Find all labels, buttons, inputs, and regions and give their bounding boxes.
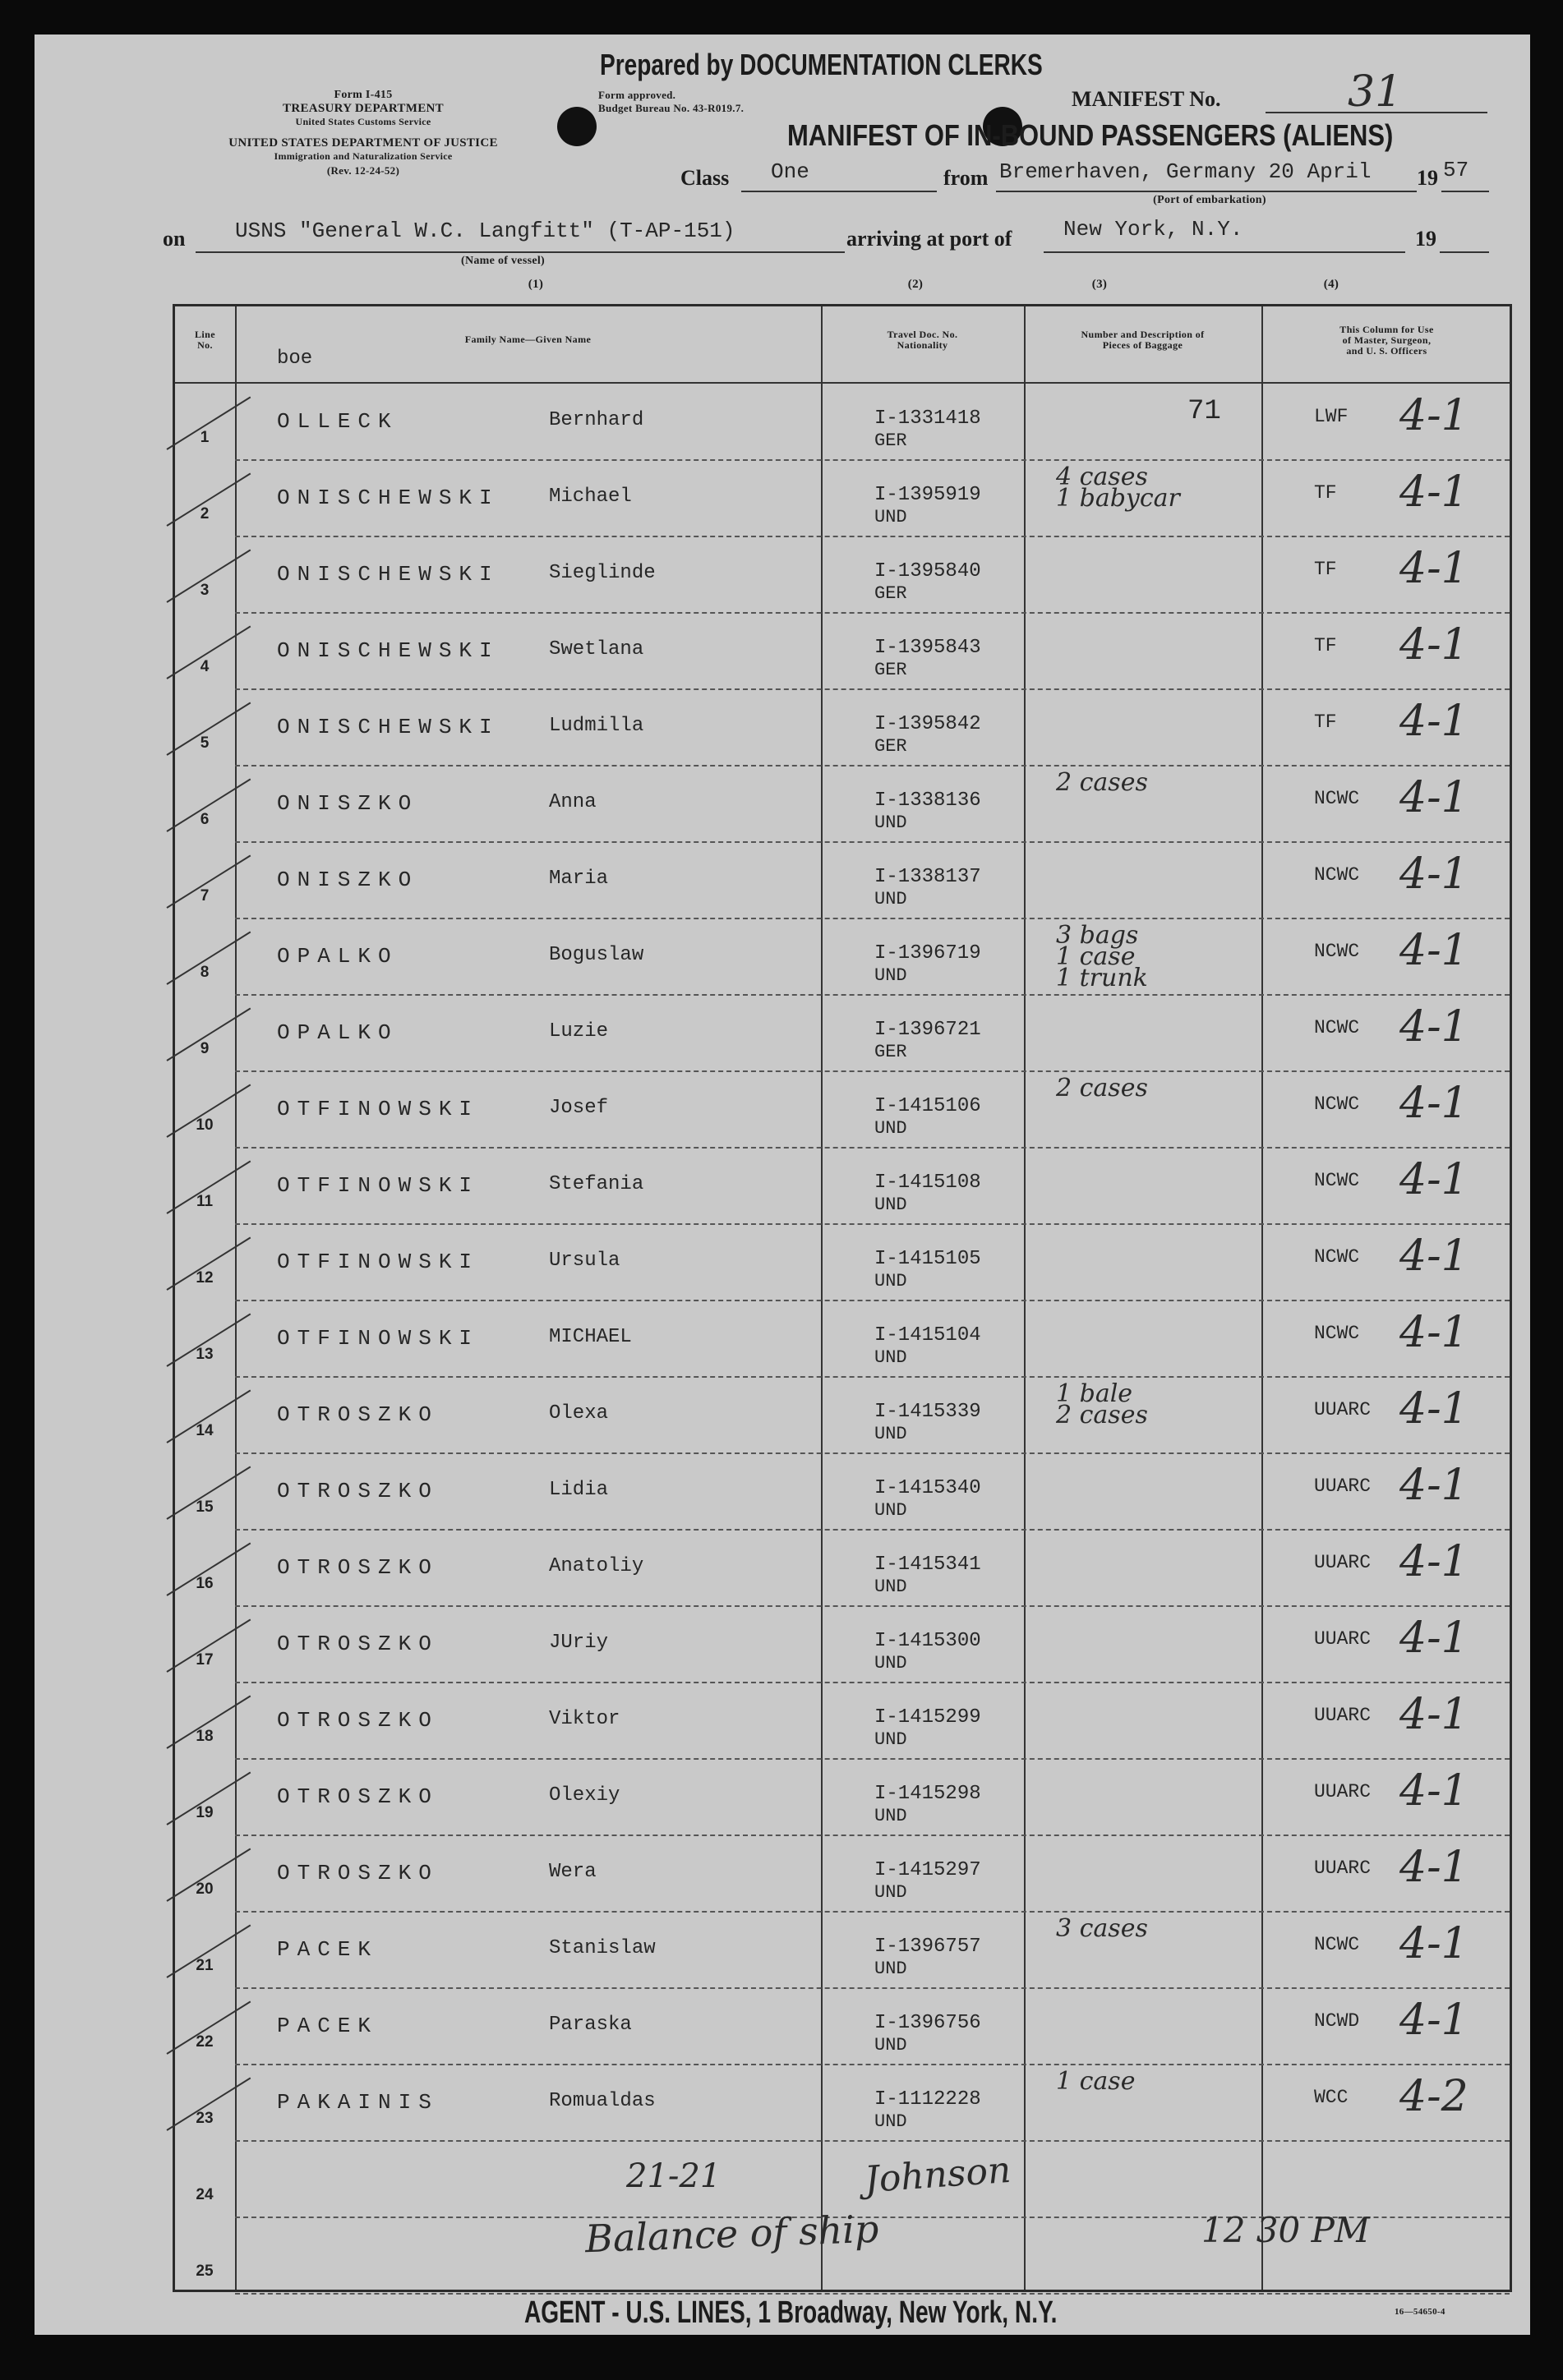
baggage-description: 1 case — [1056, 2067, 1136, 2096]
agency-code: TF — [1314, 559, 1337, 580]
given-name: Josef — [549, 1097, 609, 1119]
family-name: OLLECK — [277, 409, 399, 434]
given-name: Swetlana — [549, 638, 644, 661]
port-embark-caption: (Port of embarkation) — [1153, 194, 1266, 206]
nationality: UND — [874, 1806, 907, 1826]
given-name: Sieglinde — [549, 562, 656, 584]
officer-mark: 4-1 — [1399, 849, 1468, 899]
family-name: PACEK — [277, 1937, 379, 1962]
year-value: 57 — [1443, 158, 1469, 182]
nationality: UND — [874, 1959, 907, 1979]
given-name: Anatoliy — [549, 1555, 644, 1577]
justice-department: UNITED STATES DEPARTMENT OF JUSTICE — [228, 136, 498, 150]
given-name: Olexa — [549, 1402, 609, 1425]
given-name: Wera — [549, 1861, 597, 1883]
manifest-no-value: 31 — [1348, 67, 1403, 117]
header-officers — [1261, 325, 1512, 357]
agency-code: NCWC — [1314, 941, 1360, 962]
family-name: OTROSZKO — [277, 1632, 439, 1656]
header-travel-doc — [821, 329, 1024, 351]
line-number: 25 — [196, 2263, 214, 2280]
row-separator — [235, 1300, 1510, 1301]
given-name: Luzie — [549, 1020, 609, 1043]
manifest-title: MANIFEST OF IN-BOUND PASSENGERS (ALIENS) — [787, 118, 1394, 152]
line-number: 3 — [200, 582, 210, 599]
row-separator — [235, 1834, 1510, 1836]
travel-doc-no: I-1395843 — [874, 637, 981, 659]
col-divider-1 — [235, 306, 237, 2290]
given-name: Michael — [549, 486, 632, 508]
agency-code: TF — [1314, 482, 1337, 504]
travel-doc-no: I-1331418 — [874, 407, 981, 430]
agency-code: NCWC — [1314, 1093, 1360, 1115]
nationality: UND — [874, 1500, 907, 1521]
manifest-page — [35, 35, 1530, 2335]
row-separator — [235, 1452, 1510, 1454]
year2-underline — [1440, 251, 1489, 253]
nationality: GER — [874, 583, 907, 604]
row-separator — [235, 1070, 1510, 1072]
family-name: OTROSZKO — [277, 1784, 439, 1809]
header-line-no-1: Line — [195, 329, 215, 340]
travel-doc-no: I-1395919 — [874, 484, 981, 506]
agency-code: NCWC — [1314, 1170, 1360, 1191]
vessel-underline — [196, 251, 845, 253]
baggage-description: 1 bale — [1056, 1379, 1133, 1408]
line-number: 6 — [200, 811, 210, 828]
header-travel-doc-2: Nationality — [897, 339, 948, 351]
family-name: ONISCHEWSKI — [277, 486, 500, 510]
header-divider — [175, 382, 1510, 384]
row-separator — [235, 2064, 1510, 2065]
given-name: Stefania — [549, 1173, 644, 1195]
agency-code: NCWC — [1314, 1017, 1360, 1038]
annotation-boe: boe — [277, 348, 313, 370]
family-name: OTFINOWSKI — [277, 1173, 480, 1198]
officer-mark: 4-1 — [1399, 1002, 1468, 1052]
nationality: UND — [874, 1653, 907, 1673]
line-number: 21 — [196, 1957, 214, 1974]
row-separator — [235, 765, 1510, 766]
agency-code: NCWC — [1314, 788, 1360, 809]
print-code: 16—54650-4 — [1395, 2307, 1445, 2317]
agency-code: WCC — [1314, 2087, 1349, 2108]
arrival-port-value: New York, N.Y. — [1063, 217, 1243, 242]
baggage-description: 1 babycar — [1056, 484, 1180, 513]
line-number: 13 — [196, 1346, 214, 1363]
travel-doc-no: I-1415104 — [874, 1324, 981, 1347]
header-baggage-1: Number and Description of — [1081, 329, 1205, 340]
time-note: 12 30 PM — [1201, 2210, 1370, 2250]
row-separator — [235, 536, 1510, 537]
row-separator — [235, 459, 1510, 461]
officer-mark: 4-1 — [1399, 544, 1468, 593]
signature-johnson: Johnson — [863, 2148, 1012, 2202]
line-number: 19 — [196, 1804, 214, 1821]
agent-footer: AGENT - U.S. LINES, 1 Broadway, New York, N.Y. — [524, 2295, 1058, 2330]
nationality: UND — [874, 1347, 907, 1368]
arrival-underline — [1044, 251, 1405, 253]
officer-mark: 4-1 — [1399, 391, 1468, 440]
from-label: from — [943, 166, 989, 190]
family-name: OTFINOWSKI — [277, 1326, 480, 1351]
given-name: Viktor — [549, 1708, 620, 1730]
line-number: 7 — [200, 887, 210, 905]
agency-code: TF — [1314, 711, 1337, 733]
family-name: OTROSZKO — [277, 1402, 439, 1427]
line-number: 12 — [196, 1269, 214, 1287]
line-number: 23 — [196, 2110, 214, 2127]
travel-doc-no: I-1112228 — [874, 2088, 981, 2111]
agency-code: UUARC — [1314, 1399, 1372, 1420]
class-label: Class — [680, 166, 730, 190]
customs-service: United States Customs Service — [295, 116, 431, 127]
officer-mark: 4-2 — [1399, 2072, 1468, 2121]
travel-doc-no: I-1415105 — [874, 1248, 981, 1270]
line-number: 11 — [196, 1193, 214, 1210]
row-separator — [235, 1605, 1510, 1607]
agency-code: UUARC — [1314, 1705, 1372, 1726]
passenger-table — [173, 304, 1512, 2292]
line-number: 22 — [196, 2033, 214, 2051]
travel-doc-no: I-1396721 — [874, 1019, 981, 1041]
row-separator — [235, 2140, 1510, 2142]
balance-note: Balance of ship — [584, 2206, 880, 2262]
agency-code: NCWD — [1314, 2010, 1360, 2032]
officer-mark: 4-1 — [1399, 467, 1468, 517]
header-baggage-2: Pieces of Baggage — [1102, 339, 1183, 351]
baggage-description: 71 — [1187, 396, 1221, 427]
family-name: ONISCHEWSKI — [277, 562, 500, 587]
travel-doc-no: I-1396719 — [874, 942, 981, 964]
row-separator — [235, 1682, 1510, 1683]
family-name: ONISZKO — [277, 791, 419, 816]
travel-doc-no: I-1415298 — [874, 1783, 981, 1805]
family-name: ONISCHEWSKI — [277, 715, 500, 739]
from-underline — [996, 191, 1417, 192]
given-name: Anna — [549, 791, 597, 813]
prepared-by-stamp: Prepared by DOCUMENTATION CLERKS — [600, 48, 1043, 81]
column-number-1: (1) — [528, 278, 544, 291]
row-separator — [235, 612, 1510, 614]
officer-mark: 4-1 — [1399, 1384, 1468, 1434]
baggage-description: 3 cases — [1056, 1914, 1148, 1943]
officer-mark: 4-1 — [1399, 1919, 1468, 1968]
nationality: UND — [874, 1729, 907, 1750]
punch-hole-left — [557, 107, 597, 146]
given-name: Ludmilla — [549, 715, 644, 737]
family-name: OPALKO — [277, 1020, 399, 1045]
line-number: 14 — [196, 1422, 214, 1439]
year2-prefix: 19 — [1415, 227, 1436, 251]
travel-doc-no: I-1415297 — [874, 1859, 981, 1881]
officer-mark: 4-1 — [1399, 697, 1468, 746]
line-number: 16 — [196, 1575, 214, 1592]
travel-doc-no: I-1396756 — [874, 2012, 981, 2034]
officer-mark: 4-1 — [1399, 1461, 1468, 1510]
agency-code: NCWC — [1314, 1323, 1360, 1344]
agency-code: NCWC — [1314, 1246, 1360, 1268]
given-name: Olexiy — [549, 1784, 620, 1807]
family-name: OTROSZKO — [277, 1708, 439, 1733]
form-approved: Form approved. — [598, 89, 676, 101]
line-number: 17 — [196, 1651, 214, 1669]
nationality: UND — [874, 1271, 907, 1291]
baggage-description: 2 cases — [1056, 768, 1148, 797]
baggage-description: 3 bags — [1056, 921, 1139, 950]
nationality: GER — [874, 660, 907, 680]
given-name: Lidia — [549, 1479, 609, 1501]
column-number-4: (4) — [1323, 278, 1339, 291]
officer-mark: 4-1 — [1399, 1996, 1468, 2045]
travel-doc-no: I-1415300 — [874, 1630, 981, 1652]
family-name: OTFINOWSKI — [277, 1097, 480, 1121]
travel-doc-no: I-1415341 — [874, 1554, 981, 1576]
officer-mark: 4-1 — [1399, 1690, 1468, 1739]
arriving-label: arriving at port of — [846, 227, 1012, 251]
officer-mark: 4-1 — [1399, 773, 1468, 822]
year-prefix: 19 — [1417, 166, 1438, 190]
nationality: UND — [874, 1577, 907, 1597]
budget-bureau: Budget Bureau No. 43-R019.7. — [598, 102, 745, 114]
header-baggage — [1024, 329, 1261, 351]
line-number: 15 — [196, 1498, 214, 1516]
class-underline — [741, 191, 937, 192]
given-name: Romualdas — [549, 2090, 656, 2112]
line-number: 18 — [196, 1728, 214, 1745]
travel-doc-no: I-1415340 — [874, 1477, 981, 1499]
form-number: Form I-415 — [334, 89, 393, 101]
on-label: on — [163, 227, 186, 251]
agency-code: UUARC — [1314, 1781, 1372, 1802]
nationality: UND — [874, 1424, 907, 1444]
row-separator — [235, 1911, 1510, 1913]
line-number: 2 — [200, 505, 210, 522]
row-separator — [235, 1223, 1510, 1225]
row-separator — [235, 2293, 1510, 2295]
travel-doc-no: I-1395840 — [874, 560, 981, 582]
baggage-description: 1 trunk — [1056, 964, 1148, 992]
agency-code: NCWC — [1314, 864, 1360, 886]
row-separator — [235, 1758, 1510, 1760]
given-name: Ursula — [549, 1250, 620, 1272]
nationality: UND — [874, 1195, 907, 1215]
travel-doc-no: I-1338137 — [874, 866, 981, 888]
agency-code: UUARC — [1314, 1858, 1372, 1879]
row-separator — [235, 918, 1510, 919]
row-separator — [235, 1529, 1510, 1531]
header-officers-1: This Column for Use — [1339, 324, 1434, 335]
line-number: 1 — [200, 429, 210, 446]
line-number: 20 — [196, 1881, 214, 1898]
col-divider-4 — [1261, 306, 1263, 2290]
family-name: ONISCHEWSKI — [277, 638, 500, 663]
line-number: 9 — [200, 1040, 210, 1057]
agency-code: TF — [1314, 635, 1337, 656]
column-number-2: (2) — [907, 278, 924, 291]
from-value: Bremerhaven, Germany 20 April — [999, 159, 1372, 184]
officer-mark: 4-1 — [1399, 620, 1468, 670]
travel-doc-no: I-1415299 — [874, 1706, 981, 1729]
agency-code: UUARC — [1314, 1475, 1372, 1497]
family-name: ONISZKO — [277, 868, 419, 892]
line-number: 10 — [196, 1116, 214, 1134]
officer-mark: 4-1 — [1399, 926, 1468, 975]
travel-doc-no: I-1396757 — [874, 1936, 981, 1958]
row-separator — [235, 1987, 1510, 1989]
given-name: MICHAEL — [549, 1326, 632, 1348]
baggage-description: 4 cases — [1056, 463, 1148, 491]
header-line-no — [175, 329, 235, 351]
family-name: OTROSZKO — [277, 1479, 439, 1503]
row-separator — [235, 1376, 1510, 1378]
count-note: 21-21 — [626, 2157, 722, 2195]
line-number: 4 — [200, 658, 210, 675]
header-officers-2: of Master, Surgeon, — [1342, 334, 1432, 346]
baggage-description: 1 case — [1056, 942, 1136, 971]
line-number: 8 — [200, 964, 210, 981]
year-underline — [1441, 191, 1489, 192]
agency-code: UUARC — [1314, 1552, 1372, 1573]
travel-doc-no: I-1415106 — [874, 1095, 981, 1117]
family-name: OTFINOWSKI — [277, 1250, 480, 1274]
officer-mark: 4-1 — [1399, 1843, 1468, 1892]
row-separator — [235, 994, 1510, 996]
nationality: GER — [874, 736, 907, 757]
vessel-caption: (Name of vessel) — [461, 255, 545, 267]
nationality: UND — [874, 813, 907, 833]
nationality: UND — [874, 965, 907, 986]
travel-doc-no: I-1415108 — [874, 1172, 981, 1194]
officer-mark: 4-1 — [1399, 1155, 1468, 1204]
line-number: 5 — [200, 734, 210, 752]
row-separator — [235, 841, 1510, 843]
form-revision: (Rev. 12-24-52) — [326, 164, 400, 177]
manifest-no-label: MANIFEST No. — [1072, 87, 1221, 111]
given-name: JUriy — [549, 1632, 609, 1654]
vessel-value: USNS "General W.C. Langfitt" (T-AP-151) — [235, 219, 735, 243]
treasury-department: TREASURY DEPARTMENT — [283, 102, 444, 115]
given-name: Stanislaw — [549, 1937, 656, 1959]
header-name: Family Name—Given Name — [464, 334, 592, 345]
given-name: Bernhard — [549, 409, 644, 431]
column-number-3: (3) — [1091, 278, 1108, 291]
immigration-service: Immigration and Naturalization Service — [274, 150, 453, 162]
officer-mark: 4-1 — [1399, 1231, 1468, 1281]
nationality: GER — [874, 1042, 907, 1062]
row-separator — [235, 1147, 1510, 1149]
given-name: Boguslaw — [549, 944, 644, 966]
family-name: PACEK — [277, 2014, 379, 2038]
family-name: OTROSZKO — [277, 1861, 439, 1885]
header-officers-3: and U. S. Officers — [1346, 345, 1427, 357]
nationality: UND — [874, 507, 907, 527]
officer-mark: 4-1 — [1399, 1537, 1468, 1586]
given-name: Maria — [549, 868, 609, 890]
travel-doc-no: I-1338136 — [874, 789, 981, 812]
col-divider-2 — [821, 306, 823, 2290]
travel-doc-no: I-1415339 — [874, 1401, 981, 1423]
family-name: OPALKO — [277, 944, 399, 969]
given-name: Paraska — [549, 2014, 632, 2036]
baggage-description: 2 cases — [1056, 1401, 1148, 1429]
officer-mark: 4-1 — [1399, 1308, 1468, 1357]
nationality: UND — [874, 2111, 907, 2132]
agency-code: UUARC — [1314, 1628, 1372, 1650]
nationality: GER — [874, 430, 907, 451]
nationality: UND — [874, 889, 907, 909]
class-value: One — [771, 159, 809, 184]
officer-mark: 4-1 — [1399, 1766, 1468, 1816]
officer-mark: 4-1 — [1399, 1614, 1468, 1663]
agency-code: LWF — [1314, 406, 1349, 427]
nationality: UND — [874, 1118, 907, 1139]
travel-doc-no: I-1395842 — [874, 713, 981, 735]
header-travel-doc-1: Travel Doc. No. — [887, 329, 958, 340]
line-number: 24 — [196, 2186, 214, 2203]
baggage-description: 2 cases — [1056, 1074, 1148, 1103]
row-separator — [235, 688, 1510, 690]
nationality: UND — [874, 1882, 907, 1903]
officer-mark: 4-1 — [1399, 1079, 1468, 1128]
col-divider-3 — [1024, 306, 1026, 2290]
family-name: OTROSZKO — [277, 1555, 439, 1580]
header-line-no-2: No. — [197, 339, 213, 351]
nationality: UND — [874, 2035, 907, 2055]
agency-code: NCWC — [1314, 1934, 1360, 1955]
family-name: PAKAINIS — [277, 2090, 439, 2115]
